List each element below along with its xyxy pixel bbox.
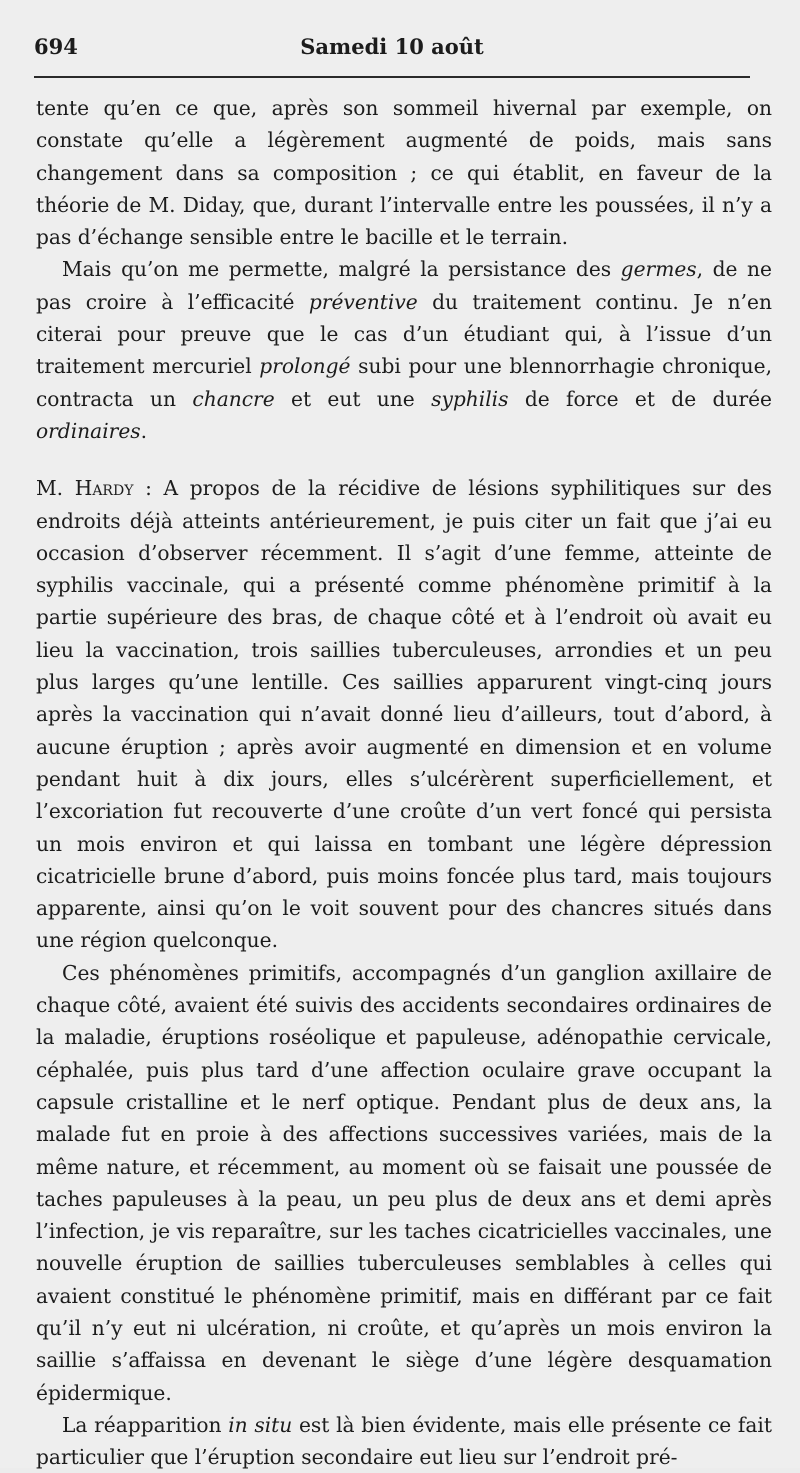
header-rule	[34, 76, 750, 78]
text-run: du traitement continu. Je n’en citerai pour preuve que le cas d’un étudiant qui, à l’issue d’un traitement mercuriel	[36, 289, 773, 379]
page-number: 694	[34, 34, 78, 59]
italic-term: in situ	[228, 1412, 293, 1437]
italic-term: ordinaires	[36, 418, 141, 443]
italic-term: syphilis	[431, 386, 509, 411]
text-run: et eut une	[274, 386, 432, 411]
paragraph-prevention	[36, 253, 772, 447]
paragraph-reappearance	[36, 1409, 772, 1473]
italic-term: préventive	[308, 289, 418, 314]
paragraph-hardy	[36, 472, 772, 956]
text-run: Mais qu’on me permette, malgré la persistance des	[62, 257, 621, 282]
text-run: est là bien évidente, mais elle présente ce fait particulier que l’éruption secondaire eut lieu sur l’endroit pré-	[36, 1412, 772, 1470]
page-header	[34, 34, 750, 64]
text-run: .	[140, 418, 148, 443]
text-run: , de ne pas croire à l’efficacité	[36, 257, 772, 314]
main-text	[36, 92, 772, 1473]
speaker-prefix: M.	[36, 476, 75, 501]
italic-term: germes	[620, 257, 697, 282]
speaker-name: Hardy	[74, 476, 134, 501]
running-title: Samedi 10 août	[300, 34, 484, 59]
italic-term: chancre	[192, 386, 275, 411]
italic-term: prolongé	[259, 354, 351, 379]
text-run: subi pour une blennorrhagie chronique, contracta un	[36, 354, 772, 411]
paragraph-continuation	[36, 92, 772, 253]
paragraph-primary-phenomena	[36, 957, 772, 1409]
paragraph-text: Ces phénomènes primitifs, accompagnés d’un ganglion axillaire de chaque côté, avaient été suivis des accidents secondaires ordinaires de la maladie, éruptions roséolique et papuleuse, adénopathie cervicale, céphalée, puis plus tard d’une affection oculaire grave occupant la capsule cristalline et le nerf optique. Pendant plus de deux ans, la malade fut en proie à des affections successives variées, mais de la même nature, et récemment, au moment où se faisait une poussée de taches papuleuses à la peau, un peu plus de deux ans et demi après l’infection, je vis reparaître, sur les taches cicatricielles vaccinales, une nouvelle éruption de saillies tuberculeuses semblables à celles qui avaient constitué le phénomène primitif, mais en différant par ce fait qu’il n’y eut ni ulcération, ni croûte, et qu’après un mois environ la saillie s’affaissa en devenant le siège d’une légère desquamation épidermique.	[36, 960, 772, 1405]
paragraph-text: tente qu’en ce que, après son sommeil hivernal par exemple, on constate qu’elle a légèrement augmenté de poids, mais sans changement dans sa composition ; ce qui établit, en faveur de la théorie de M. Diday, que, durant l’intervalle entre les poussées, il n’y a pas d’échange sensible entre le bacille et le terrain.	[36, 96, 772, 250]
text-run: de force et de durée	[508, 386, 772, 411]
paragraph-text: : A propos de la récidive de lésions syphilitiques sur des endroits déjà atteints antérieurement, je puis citer un fait que j’ai eu occasion d’observer récemment. Il s’agit d’une femme, atteinte de syphilis vaccinale, qui a présenté comme phénomène primitif à la partie supérieure des bras, de chaque côté et à l’endroit où avait eu lieu la vaccination, trois saillies tuberculeuses, arrondies et un peu plus larges qu’une lentille. Ces saillies apparurent vingt-cinq jours après la vaccination qui n’avait donné lieu d’ailleurs, tout d’abord, à aucune éruption ; après avoir augmenté en dimension et en volume pendant huit à dix jours, elles s’ulcérèrent superficiellement, et l’excoriation fut recouverte d’une croûte d’un vert foncé qui persista un mois environ et qui laissa en tombant une légère dépression cicatricielle brune d’abord, puis moins foncée plus tard, mais toujours apparente, ainsi qu’on le voit souvent pour des chancres situés dans une région quelconque.	[36, 476, 772, 953]
text-run: La réapparition	[62, 1412, 229, 1437]
section-gap	[36, 447, 772, 472]
